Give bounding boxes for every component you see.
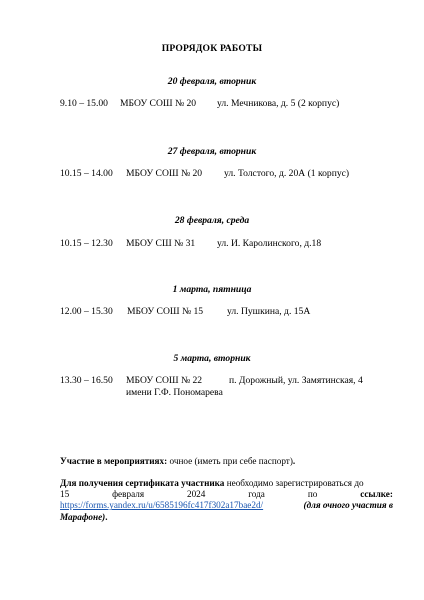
time-range: 13.30 – 16.50 (60, 375, 113, 386)
certificate-note-text-2: Марафоне) (60, 511, 106, 522)
day-heading: 5 марта, вторник (173, 353, 251, 364)
certificate-line-1 (60, 478, 393, 489)
participation-end: . (292, 456, 296, 466)
certificate-line-4 (60, 512, 393, 523)
day-heading: 28 февраля, среда (174, 215, 250, 226)
certificate-note-text: (для очного участия в (303, 500, 393, 511)
school-name: МБОУ СОШ № 20 (120, 98, 197, 109)
time-range: 12.00 – 15.30 (60, 306, 113, 317)
certificate-line-3 (60, 500, 393, 511)
time-range: 10.15 – 12.30 (60, 238, 113, 249)
day-heading: 27 февраля, вторник (167, 146, 257, 157)
word: 15 (60, 489, 70, 500)
address: ул. Толстого, д. 20А (1 корпус) (224, 168, 350, 179)
time-range: 10.15 – 14.00 (60, 168, 113, 179)
address: ул. Мечникова, д. 5 (2 корпус) (217, 98, 340, 109)
registration-link[interactable]: https://forms.yandex.ru/u/6585196fc417f302a17bae2d/ (60, 500, 264, 511)
certificate-end: . (105, 511, 108, 522)
school-name: МБОУ СШ № 31 (126, 238, 196, 249)
address: ул. Пушкина, д. 15А (227, 306, 311, 317)
participation-label: Участие в мероприятиях: (60, 456, 168, 466)
participation-text: очное (иметь при себе паспорт) (169, 456, 293, 466)
day-heading: 1 марта, пятница (172, 284, 252, 295)
word: 2024 (186, 489, 206, 500)
certificate-label: Для получения сертификата участника (60, 478, 225, 488)
certificate-line-2 (60, 489, 393, 500)
school-name-line2: имени Г.Ф. Пономарева (126, 387, 223, 398)
school-name: МБОУ СОШ № 20 (126, 168, 203, 179)
word: февраля (112, 489, 145, 500)
page-title: ПРОРЯДОК РАБОТЫ (161, 43, 263, 54)
school-name: МБОУ СОШ № 15 (127, 306, 204, 317)
participation-note (60, 456, 393, 467)
certificate-text: необходимо зарегистрироваться до (226, 478, 364, 488)
word: ссылке: (360, 489, 393, 500)
certificate-note (60, 478, 393, 523)
address: ул. И. Каролинского, д.18 (217, 238, 322, 249)
word: по (307, 489, 318, 500)
day-heading: 20 февраля, вторник (167, 76, 257, 87)
address: п. Дорожный, ул. Замятинская, 4 (229, 375, 363, 386)
time-range: 9.10 – 15.00 (60, 98, 108, 109)
word: года (248, 489, 265, 500)
school-name: МБОУ СОШ № 22 (126, 375, 203, 386)
